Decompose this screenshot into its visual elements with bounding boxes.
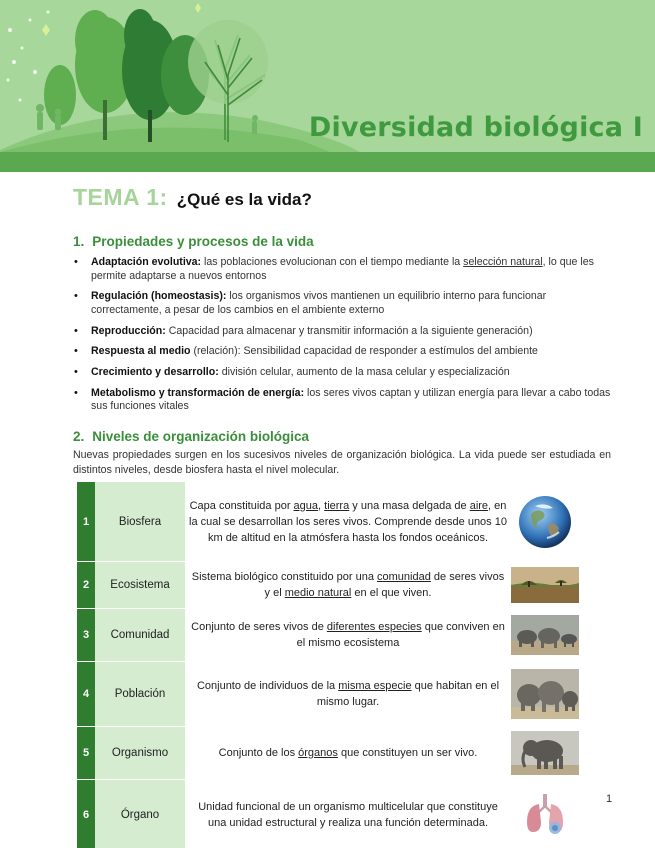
section-2-number: 2. [73,429,85,444]
item-text: , lo que les permite adaptarse a nuevos entornos [91,256,594,282]
level-number: 6 [77,780,95,848]
list-item [73,256,613,283]
level-row-ecosistema [77,562,607,608]
level-name: Órgano [95,780,185,848]
natural-selection-term: selección natural [463,256,543,268]
level-row-poblacion [77,662,607,726]
topic-heading [73,184,312,211]
list-item [73,366,613,380]
level-description: Unidad funcional de un organismo multicelular que constituye una unidad estructural y realiza una función determinada. [198,801,498,829]
elephant-icon [509,727,581,779]
level-description: Conjunto de individuos de la misma especie que habitan en el mismo lugar. [196,680,500,708]
item-term: Crecimiento y desarrollo: [91,366,219,379]
section-2-title [73,429,309,444]
item-text: Capacidad para almacenar y transmitir información a la siguiente generación) [165,324,533,337]
level-name: Organismo [95,727,185,779]
level-number: 3 [77,609,95,661]
level-description: Capa constituida por agua, tierra y una masa delgada de aire, en la cual se desarrollan los seres vivos. Comprende desde unos 10 km de altitud en la atmósfera hasta los fondos oceánicos. [189,499,507,544]
item-text: división celular, aumento de la masa celular y especialización [218,366,510,379]
item-term: Respuesta al medio [91,345,191,358]
list-item [73,325,613,339]
list-item [73,290,613,317]
item-text: las poblaciones evolucionan con el tiempo mediante la [201,256,464,268]
level-name: Población [95,662,185,726]
level-number: 2 [77,562,95,608]
earth-globe-icon [509,482,581,561]
level-row-organo [77,780,607,848]
forest-illustration [0,0,655,172]
item-text: (relación): Sensibilidad capacidad de responder a estímulos del ambiente [190,345,538,358]
page-title: Diversidad biológica I [308,112,643,143]
savanna-landscape-icon [509,562,581,608]
level-row-organismo [77,727,607,779]
level-description: Conjunto de seres vivos de diferentes especies que conviven en el mismo ecosistema [191,621,505,649]
level-description: Sistema biológico constituido por una comunidad de seres vivos y el medio natural en el que viven. [191,571,505,599]
level-number: 4 [77,662,95,726]
level-name: Biosfera [95,482,185,561]
page-number: 1 [606,793,613,805]
section-2-label: Niveles de organización biológica [92,429,310,444]
topic-title: ¿Qué es la vida? [176,190,312,209]
topic-label: TEMA 1: [73,184,168,210]
item-term: Regulación (homeostasis): [91,290,227,303]
level-number: 5 [77,727,95,779]
level-row-biosfera [77,482,607,561]
elephant-herd-icon [509,662,581,726]
level-number: 1 [77,482,95,561]
level-description: Conjunto de los órganos que constituyen un ser vivo. [218,747,478,759]
level-name: Comunidad [95,609,185,661]
section-1-label: Propiedades y procesos de la vida [92,234,314,249]
animal-herd-icon [509,609,581,661]
lungs-icon [509,780,581,848]
item-text: los organismos vivos mantienen un equilibrio interno para funcionar correctamente, a pesar de los cambios en el ambiente externo [91,290,547,316]
item-term: Metabolismo y transformación de energía: [91,386,305,399]
header-banner [0,0,655,172]
item-text: los seres vivos captan y utilizan energía para llevar a cabo todas sus funciones vitales [91,386,611,413]
list-item [73,387,613,414]
properties-list [73,256,613,421]
section-2-intro: Nuevas propiedades surgen en los sucesivos niveles de organización biológica. La vida puede ser estudiada en distintos niveles, desde biosfera hasta el nivel molecular. [73,449,611,476]
list-item [73,345,613,359]
section-1-title [73,234,314,249]
item-term: Reproducción: [91,324,166,337]
section-1-number: 1. [73,234,85,249]
level-name: Ecosistema [95,562,185,608]
item-term: Adaptación evolutiva: [91,256,202,268]
level-row-comunidad [77,609,607,661]
banner-stripe [0,152,655,172]
